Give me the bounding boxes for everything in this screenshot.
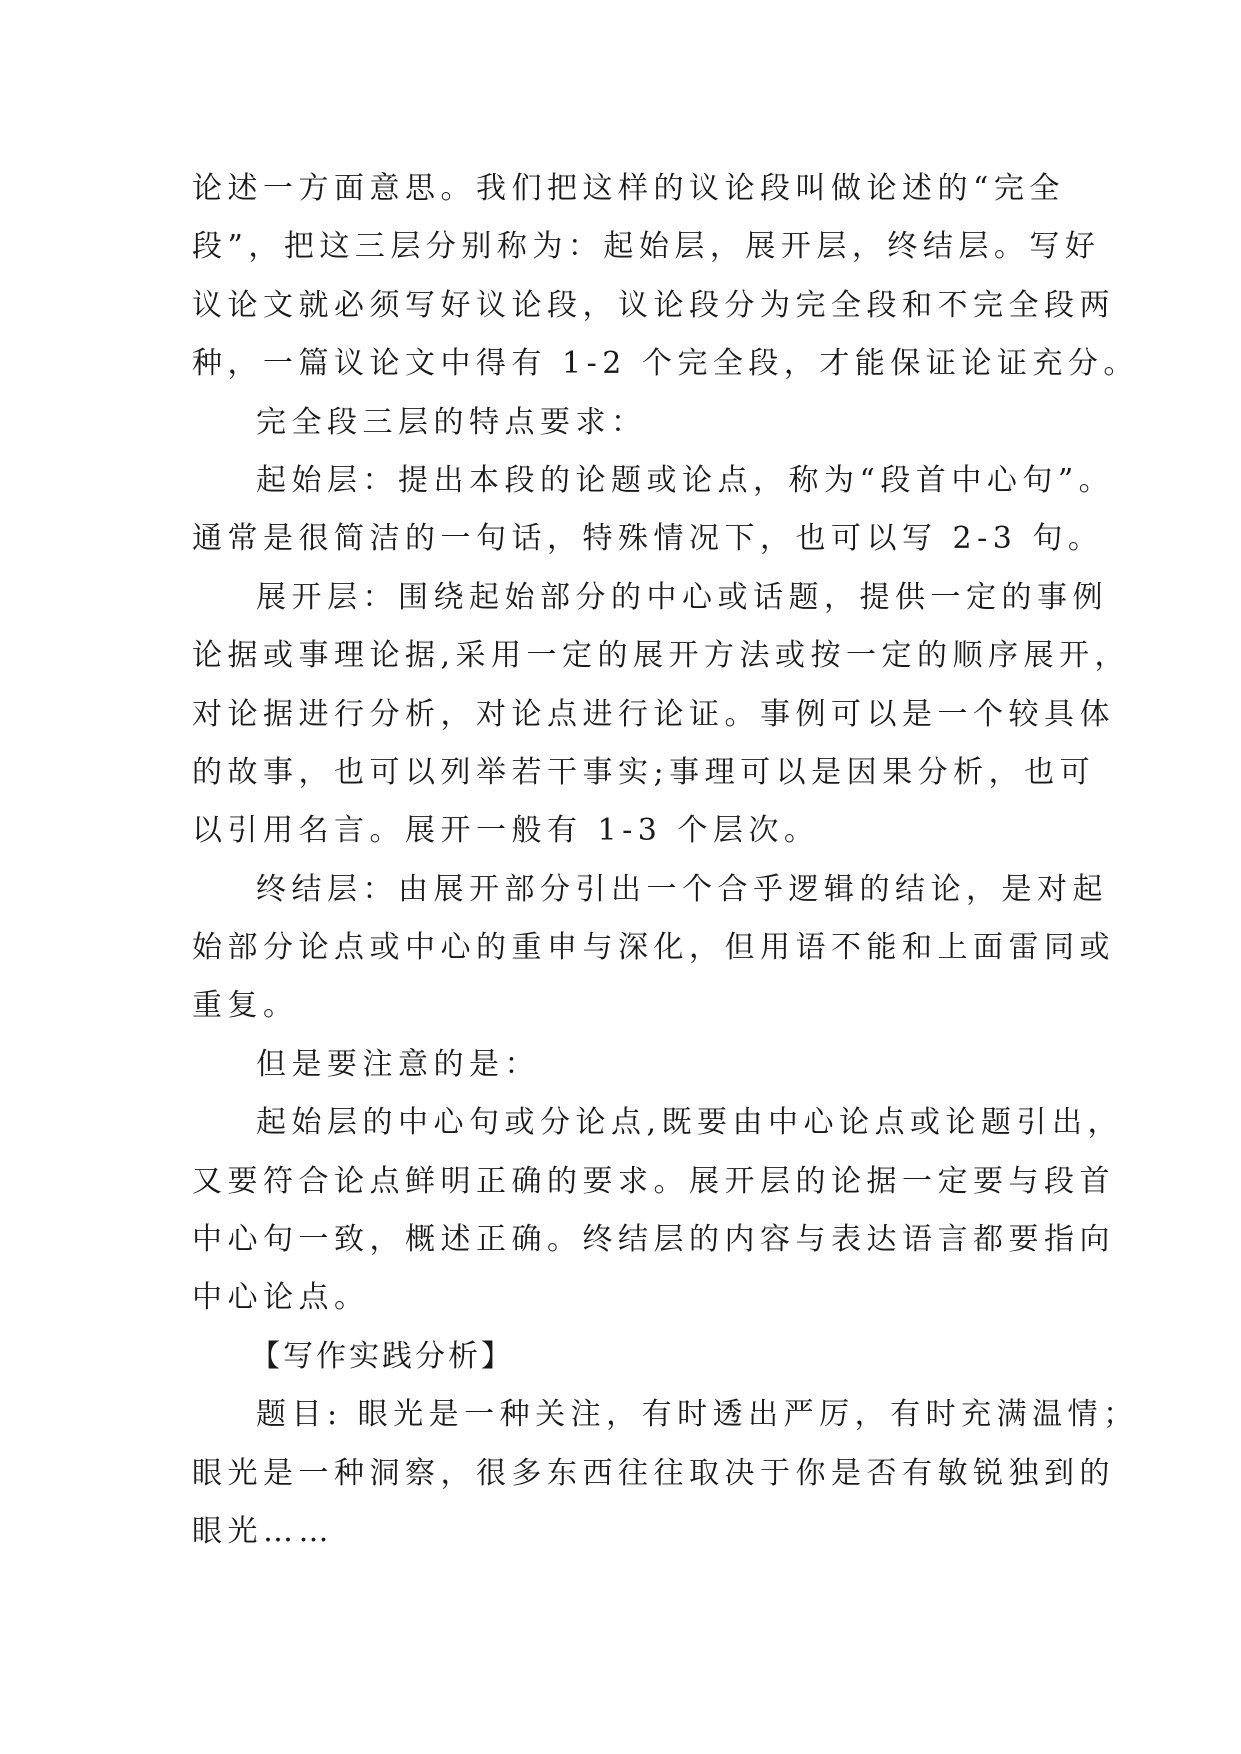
text-line: 种，一篇议论文中得有 1-2 个完全段，才能保证论证充分。 xyxy=(192,346,1139,382)
section-label: 完全段三层的特点要求： xyxy=(256,404,647,440)
text-line: 议论文就必须写好议论段，议论段分为完全段和不完全段两 xyxy=(192,287,1115,323)
text-line: 重复。 xyxy=(192,988,299,1024)
text-line: 段”，把这三层分别称为：起始层，展开层，终结层。写好 xyxy=(192,229,1101,265)
text-line: 终结层：由展开部分引出一个合乎逻辑的结论，是对起 xyxy=(256,871,1108,907)
text-line: 始部分论点或中心的重申与深化，但用语不能和上面雷同或 xyxy=(192,930,1115,966)
text-line: 起始层：提出本段的论题或论点，称为“段首中心句”。 xyxy=(256,462,1115,498)
text-line: 以引用名言。展开一般有 1-3 个层次。 xyxy=(192,813,820,849)
text-line: 眼光是一种洞察，很多东西往往取决于你是否有敏锐独到的 xyxy=(192,1455,1115,1491)
text-line: 对论据进行分析，对论点进行论证。事例可以是一个较具体 xyxy=(192,696,1115,732)
text-line: 起始层的中心句或分论点,既要由中心论点或论题引出， xyxy=(256,1105,1124,1141)
text-line: 论述一方面意思。我们把这样的议论段叫做论述的“完全 xyxy=(192,171,1065,206)
text-line: 的故事，也可以列举若干事实;事理可以是因果分析，也可 xyxy=(192,754,1096,790)
document-body xyxy=(192,160,1139,1561)
text-line: 题目: 眼光是一种关注，有时透出严厉，有时充满温情； xyxy=(256,1397,1139,1433)
text-line: 展开层：围绕起始部分的中心或话题，提供一定的事例 xyxy=(256,579,1108,615)
section-heading: 【写作实践分析】 xyxy=(250,1338,514,1374)
text-line: 中心论点。 xyxy=(192,1280,370,1316)
text-line: 中心句一致，概述正确。终结层的内容与表达语言都要指向 xyxy=(192,1222,1115,1258)
text-line: 论据或事理论据,采用一定的展开方法或按一定的顺序展开， xyxy=(192,638,1131,674)
text-line: 通常是很简洁的一句话，特殊情况下，也可以写 2-3 句。 xyxy=(192,521,1104,557)
text-line: 眼光…… xyxy=(192,1513,334,1549)
section-label: 但是要注意的是： xyxy=(256,1046,540,1082)
text-line: 又要符合论点鲜明正确的要求。展开层的论据一定要与段首 xyxy=(192,1163,1115,1199)
